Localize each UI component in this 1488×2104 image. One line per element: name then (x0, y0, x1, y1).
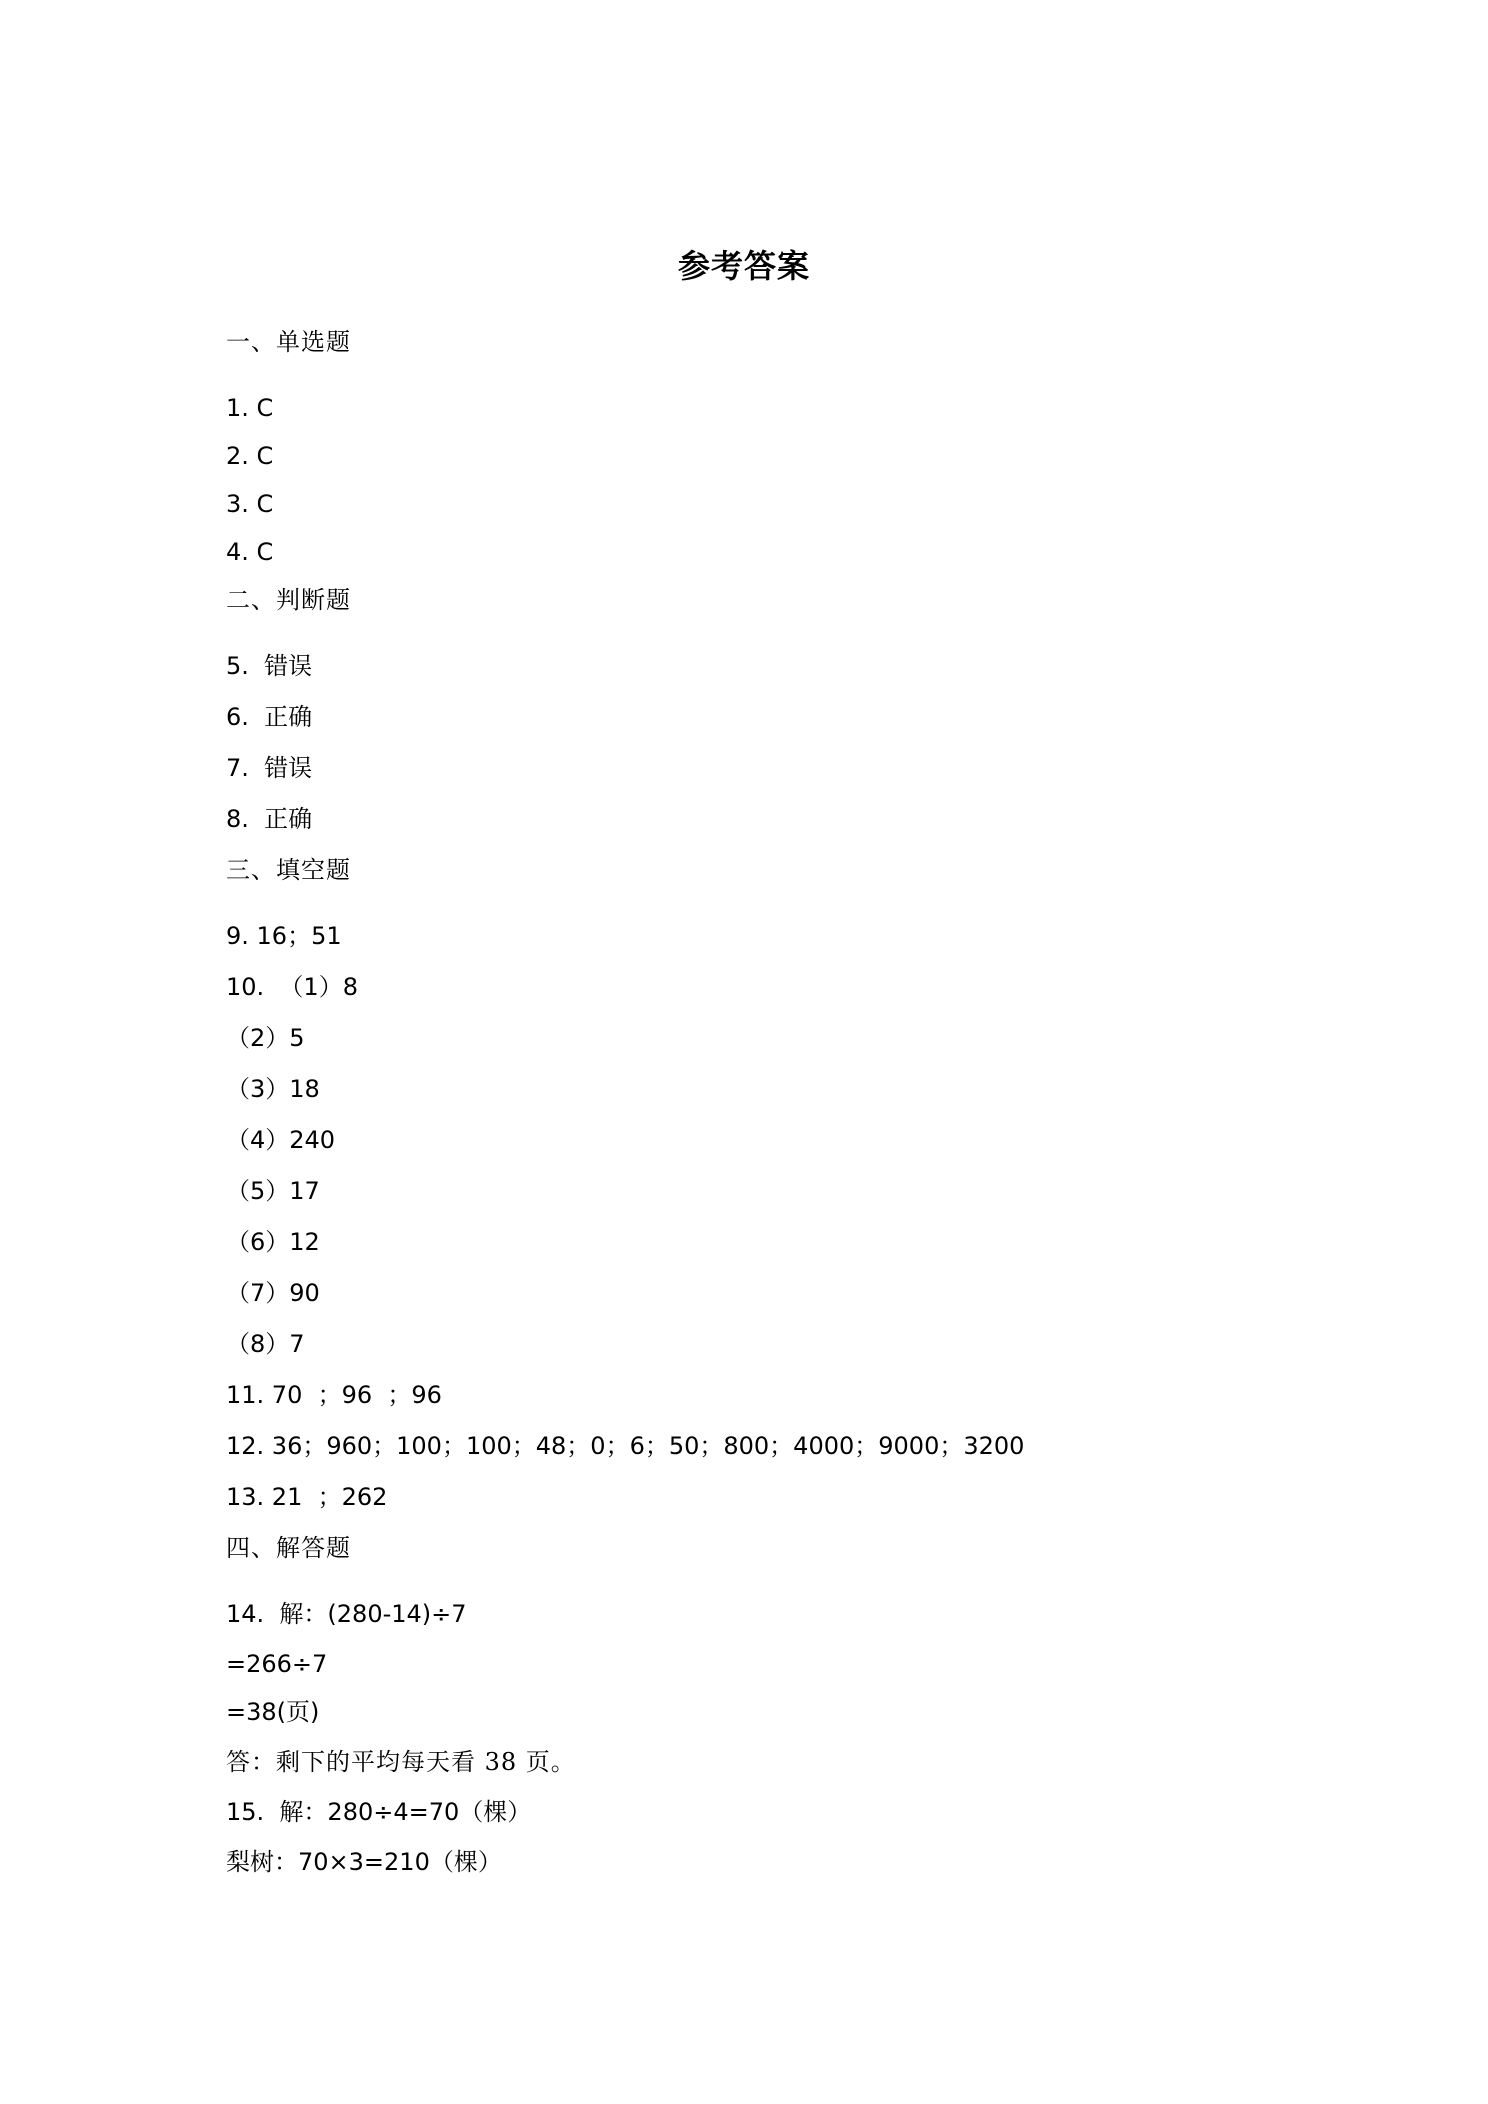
answer-line: （5）17 (226, 1177, 320, 1205)
answer-line: （6）12 (226, 1228, 320, 1256)
answer-line: 14. 解：(280-14)÷7 (226, 1600, 467, 1628)
answer-line: 2. C (226, 442, 274, 470)
answer-line: 13. 21 ；262 (226, 1483, 388, 1511)
answer-line: 6. 正确 (226, 703, 313, 731)
answer-line: 3. C (226, 490, 274, 518)
answer-line: 梨树：70×3=210（棵） (226, 1848, 502, 1876)
answer-line: （3）18 (226, 1075, 320, 1103)
section-heading-fill-blank: 三、填空题 (226, 856, 351, 884)
answer-line: 9. 16；51 (226, 922, 342, 950)
answer-line: （2）5 (226, 1024, 305, 1052)
answer-line: 4. C (226, 538, 274, 566)
answer-line: （4）240 (226, 1126, 336, 1154)
answer-line: 1. C (226, 394, 274, 422)
answer-line: 15. 解：280÷4=70（棵） (226, 1798, 532, 1826)
answer-line: （8）7 (226, 1330, 305, 1358)
answer-line: 11. 70 ；96 ；96 (226, 1381, 442, 1409)
section-heading-true-false: 二、判断题 (226, 586, 351, 614)
answer-line: =38(页) (226, 1698, 320, 1726)
answer-line: 8. 正确 (226, 805, 313, 833)
answer-line: 12. 36；960；100；100；48；0；6；50；800；4000；9000；3200 (226, 1432, 1025, 1460)
answer-line: =266÷7 (226, 1650, 328, 1678)
answer-line: 答：剩下的平均每天看 38 页。 (226, 1748, 576, 1776)
section-heading-solutions: 四、解答题 (226, 1534, 351, 1562)
page-title: 参考答案 (677, 247, 810, 285)
section-heading-single-choice: 一、单选题 (226, 328, 351, 356)
answer-line: 5. 错误 (226, 652, 313, 680)
answer-line: （7）90 (226, 1279, 320, 1307)
answer-line: 10. （1）8 (226, 973, 358, 1001)
answer-line: 7. 错误 (226, 754, 313, 782)
